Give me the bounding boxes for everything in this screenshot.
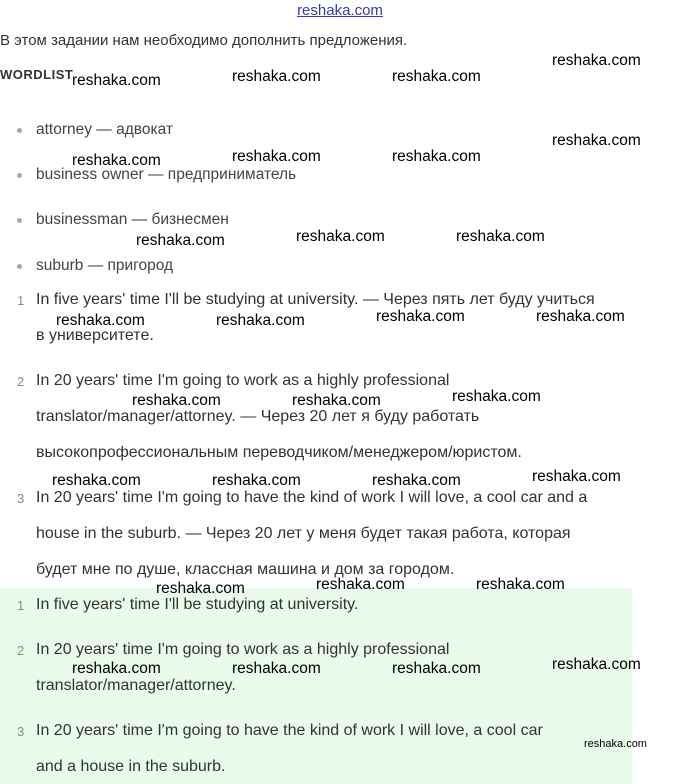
sentence-line: translator/manager/attorney. — Через 20 лет я буду работать (36, 408, 480, 425)
watermark: reshaka.com (392, 68, 481, 85)
watermark: reshaka.com (392, 660, 481, 677)
answer-line: In 20 years' time I'm going to work as a highly professional (36, 641, 450, 658)
watermark: reshaka.com (56, 312, 145, 329)
bullet-icon (17, 218, 22, 223)
watermark: reshaka.com (476, 576, 565, 593)
watermark: reshaka.com (52, 472, 141, 489)
wordlist-title: WORDLIST (0, 67, 74, 82)
watermark: reshaka.com (292, 392, 381, 409)
bullet-icon (17, 264, 22, 269)
answer-line: In five years' time I'll be studying at university. (36, 596, 359, 613)
item-number: 3 (17, 491, 25, 506)
bullet-icon (17, 173, 22, 178)
watermark: reshaka.com (456, 228, 545, 245)
watermark: reshaka.com (72, 72, 161, 89)
answer-line: translator/manager/attorney. (36, 677, 236, 694)
watermark: reshaka.com (156, 580, 245, 597)
wordlist-item: business owner — предприниматель (36, 166, 297, 183)
watermark: reshaka.com (532, 468, 621, 485)
item-number: 1 (17, 598, 25, 613)
item-number: 1 (17, 293, 25, 308)
watermark: reshaka.com (216, 312, 305, 329)
watermark: reshaka.com (232, 660, 321, 677)
sentence-line: In 20 years' time I'm going to work as a highly professional (36, 372, 450, 389)
wordlist-item: businessman — бизнесмен (36, 211, 229, 228)
wordlist-item: attorney — адвокат (36, 121, 173, 138)
watermark: reshaka.com (376, 308, 465, 325)
watermark: reshaka.com (452, 388, 541, 405)
item-number: 2 (17, 643, 25, 658)
answer-line: In 20 years' time I'm going to have the kind of work I will love, a cool car (36, 722, 543, 739)
watermark: reshaka.com (316, 576, 405, 593)
sentence-line: In 20 years' time I'm going to have the kind of work I will love, a cool car and a (36, 489, 588, 506)
site-link[interactable]: reshaka.com (297, 2, 383, 19)
watermark: reshaka.com (372, 472, 461, 489)
sentence-line: в университете. (36, 327, 154, 344)
intro-text: В этом задании нам необходимо дополнить предложения. (0, 32, 408, 49)
wordlist-item: suburb — пригород (36, 257, 174, 274)
answer-line: and a house in the suburb. (36, 758, 226, 775)
watermark: reshaka.com (552, 52, 641, 69)
watermark: reshaka.com (536, 308, 625, 325)
watermark: reshaka.com (72, 660, 161, 677)
watermark: reshaka.com (232, 68, 321, 85)
watermark: reshaka.com (136, 232, 225, 249)
item-number: 2 (17, 374, 25, 389)
watermark: reshaka.com (72, 152, 161, 169)
watermark: reshaka.com (552, 132, 641, 149)
watermark: reshaka.com (552, 656, 641, 673)
watermark: reshaka.com (392, 148, 481, 165)
watermark: reshaka.com (584, 738, 647, 750)
watermark: reshaka.com (296, 228, 385, 245)
sentence-line: house in the suburb. — Через 20 лет у меня будет такая работа, которая (36, 525, 571, 542)
item-number: 3 (17, 724, 25, 739)
sentence-line: высокопрофессиональным переводчиком/менеджером/юристом. (36, 444, 522, 461)
sentence-line: In five years' time I'll be studying at university. — Через пять лет буду учиться (36, 291, 595, 308)
watermark: reshaka.com (212, 472, 301, 489)
bullet-icon (17, 128, 22, 133)
sentence-line: будет мне по душе, классная машина и дом за городом. (36, 561, 455, 578)
watermark: reshaka.com (232, 148, 321, 165)
watermark: reshaka.com (132, 392, 221, 409)
